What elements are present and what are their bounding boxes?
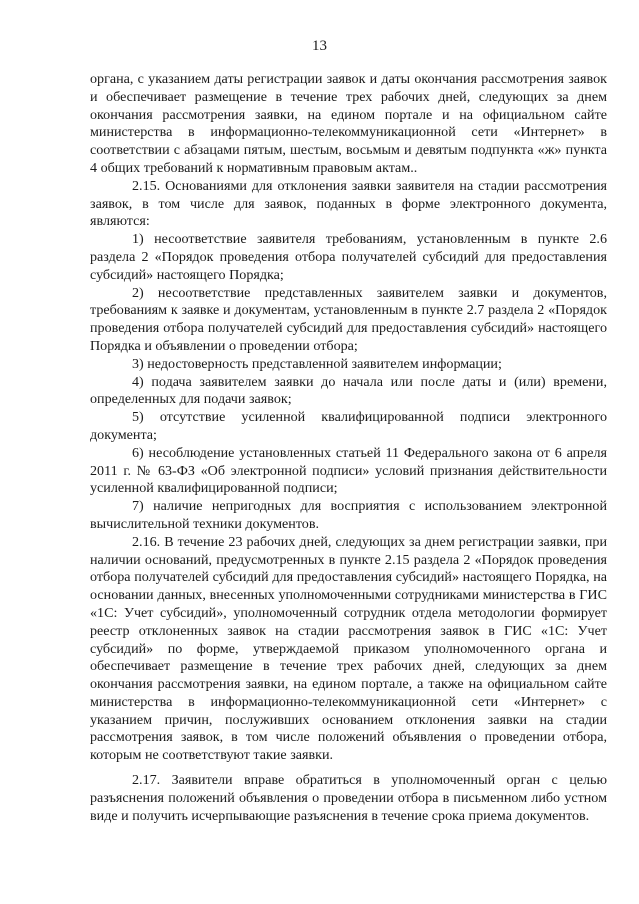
list-item-2: 2) несоответствие представленных заявителем заявки и документов, требованиям к заявке и документам, установленным в пункте 2.7 раздела 2 «Порядок проведения отбора получателей субсидий для предоставления субсидий» настоящего Порядка и объявлении о проведении отбора;	[90, 284, 607, 354]
list-item-5: 5) отсутствие усиленной квалифицированной подписи электронного документа;	[90, 409, 607, 443]
paragraph-2-16: 2.16. В течение 23 рабочих дней, следующих за днем регистрации заявки, при наличии оснований, предусмотренных в пункте 2.15 раздела 2 «Порядок проведения отбора получателей субсидий для предоставления субсидий» настоящего Порядка, на основании данных, внесенных уполномоченными сотрудниками министерства в ГИС «1С: Учет субсидий», уполномоченный сотрудник отдела методологии формирует реестр отклоненных заявок на стадии рассмотрения заявок в ГИС «1С: Учет субсидий» по форме, утверждаемой приказом уполномоченного органа и обеспечивает размещение в течение трех рабочих дней, следующих за днем окончания рассмотрения заявки, на едином портале, а также на официальном сайте министерства в информационно-телекоммуникационной сети «Интернет» с указанием причин, послуживших основанием отклонения заявки на стадии рассмотрения заявок, в том числе положений объявления о проведении отбора, которым не соответствуют такие заявки.	[90, 533, 607, 764]
paragraph-2-15: 2.15. Основаниями для отклонения заявки заявителя на стадии рассмотрения заявок, в том числе для заявок, поданных в форме электронного документа, являются:	[90, 177, 607, 230]
list-item-6: 6) несоблюдение установленных статьей 11 Федерального закона от 6 апреля 2011 г. № 63-ФЗ «Об электронной подписи» условий признания действительности усиленной квалифицированной подписи;	[90, 444, 607, 497]
paragraph-2-17: 2.17. Заявители вправе обратиться в уполномоченный орган с целью разъяснения положений объявления о проведении отбора в письменном либо устном виде и получить исчерпывающие разъяснения в течение срока приема документов.	[90, 772, 607, 824]
page-number: 13	[312, 38, 327, 54]
list-item-4: 4) подача заявителем заявки до начала или после даты и (или) времени, определенных для подачи заявок;	[90, 373, 607, 408]
list-item-7: 7) наличие непригодных для восприятия с использованием электронной вычислительной техники документов.	[90, 498, 607, 532]
paragraph-continuation: органа, с указанием даты регистрации заявок и даты окончания рассмотрения заявок и обеспечивает размещение в течение трех рабочих дней, следующих за днем окончания рассмотрения заявки, на едином портале и на официальном сайте министерства в информационно-телекоммуникационной сети «Интернет» в соответствии с абзацами пятым, шестым, восьмым и девятым подпункта «ж» пункта 4 общих требований к нормативным правовым актам..	[90, 71, 607, 176]
list-item-3: 3) недостоверность представленной заявителем информации;	[132, 355, 502, 372]
list-item-1: 1) несоответствие заявителя требованиям, установленным в пункте 2.6 раздела 2 «Порядок проведения отбора получателей субсидий для предоставления субсидий» настоящего Порядка;	[90, 231, 607, 283]
document-body	[90, 71, 607, 825]
